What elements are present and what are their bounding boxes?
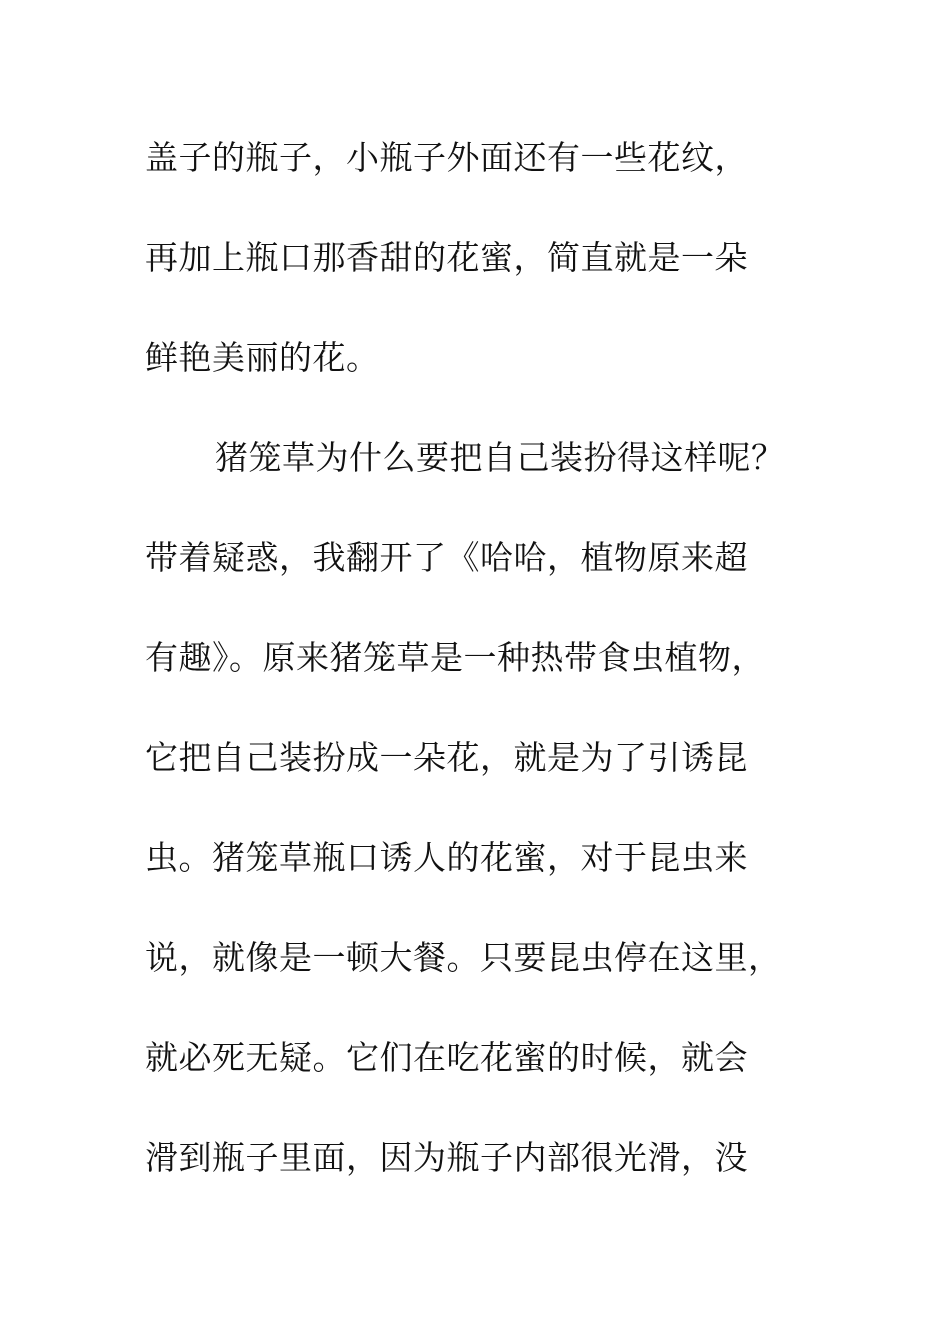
text-line: 说，就像是一顿大餐。只要昆虫停在这里， [145, 938, 782, 977]
text-line: 再加上瓶口那香甜的花蜜，简直就是一朵 [145, 238, 748, 277]
text-line: 带着疑惑，我翻开了《哈哈，植物原来超 [145, 538, 748, 577]
text-line: 它把自己装扮成一朵花，就是为了引诱昆 [145, 738, 748, 777]
text-line: 有趣》。原来猪笼草是一种热带食虫植物， [145, 638, 765, 677]
text-line: 虫。猪笼草瓶口诱人的花蜜，对于昆虫来 [145, 838, 748, 877]
text-line: 滑到瓶子里面，因为瓶子内部很光滑，没 [145, 1138, 748, 1177]
text-line: 就必死无疑。它们在吃花蜜的时候，就会 [145, 1038, 748, 1077]
paragraph-start-line: 猪笼草为什么要把自己装扮得这样呢？ [215, 438, 785, 477]
body-text [145, 118, 825, 1218]
text-line: 盖子的瓶子，小瓶子外面还有一些花纹， [145, 138, 748, 177]
text-line: 鲜艳美丽的花。 [145, 338, 380, 377]
